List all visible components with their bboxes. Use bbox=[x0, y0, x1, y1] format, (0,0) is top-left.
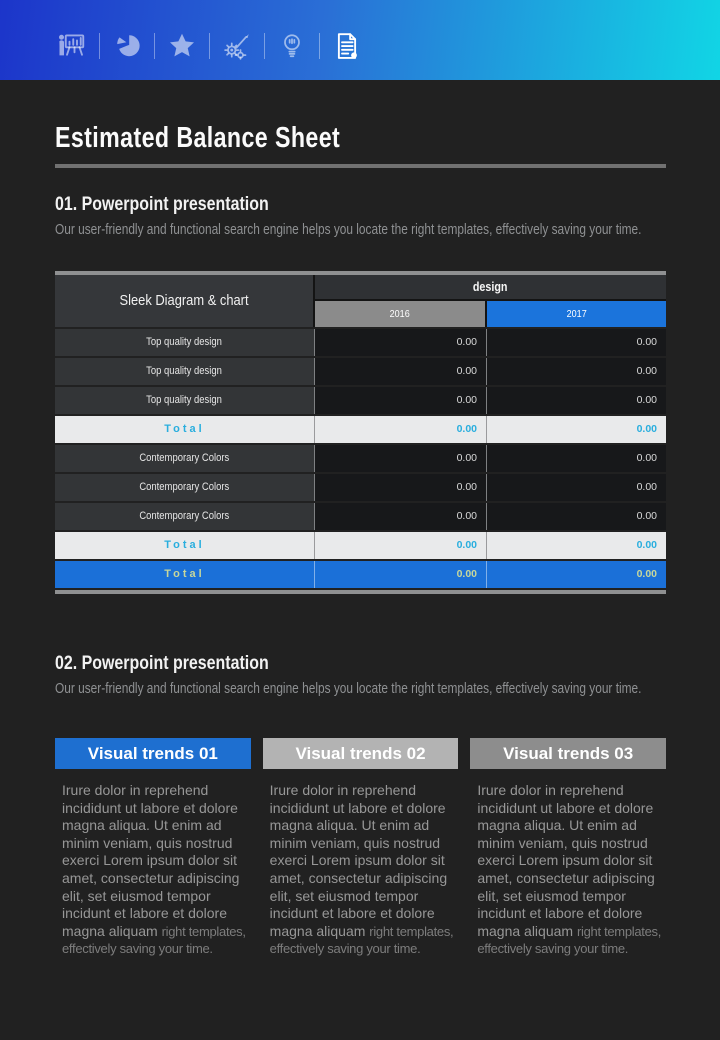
icon-separator bbox=[264, 33, 265, 59]
row-label: Contemporary Colors bbox=[139, 481, 230, 493]
page-title: Estimated Balance Sheet bbox=[55, 122, 341, 154]
card-03-header: Visual trends 03 bbox=[470, 738, 666, 769]
col-2017-label: 2017 bbox=[566, 307, 587, 320]
pie-chart-icon[interactable] bbox=[110, 33, 144, 60]
section-02 bbox=[55, 653, 666, 699]
row-value-2017: 0.00 bbox=[487, 358, 666, 385]
section-01-paragraph: Our user-friendly and functional search engine helps you locate the right templates, effectively saving your time. bbox=[55, 222, 642, 238]
icon-separator bbox=[209, 33, 210, 59]
row-value-2016: 0.00 bbox=[315, 503, 487, 530]
table-bottom-border bbox=[55, 590, 666, 594]
card-02-header: Visual trends 02 bbox=[263, 738, 459, 769]
row-value-2017: 0.00 bbox=[487, 503, 666, 530]
presentation-icon[interactable] bbox=[55, 31, 89, 61]
table-row bbox=[55, 358, 666, 385]
row-value-2016: 0.00 bbox=[315, 329, 487, 356]
total-label: Total bbox=[55, 416, 315, 443]
row-value-2016: 0.00 bbox=[315, 387, 487, 414]
row-label: Contemporary Colors bbox=[139, 452, 230, 464]
card-01-body-text: Irure dolor in reprehend incididunt ut labore et dolore magna aliqua. Ut enim ad minim veniam, quis nostrud exerci Lorem ipsum dolor sit amet, consectetur adipiscing elit, set eiusmod tempor incidunt et labore et dolore magna aliquam bbox=[62, 782, 240, 939]
table-col-2016 bbox=[315, 301, 487, 327]
icon-strip bbox=[55, 31, 364, 61]
total-value-2017: 0.00 bbox=[487, 532, 666, 559]
row-value-2017: 0.00 bbox=[487, 387, 666, 414]
icon-separator bbox=[154, 33, 155, 59]
table-row bbox=[55, 329, 666, 356]
icon-separator bbox=[99, 33, 100, 59]
card-03-tail-text: right templates, effectively saving your time. bbox=[477, 923, 662, 957]
row-label: Top quality design bbox=[146, 394, 223, 406]
document-icon[interactable] bbox=[330, 31, 364, 61]
table-grand-total-row bbox=[55, 561, 666, 588]
table-total-row bbox=[55, 532, 666, 559]
total-value-2017: 0.00 bbox=[487, 416, 666, 443]
top-banner bbox=[0, 0, 720, 80]
card-01-tail-text: right templates, effectively saving your time. bbox=[62, 923, 246, 957]
row-label: Top quality design bbox=[146, 336, 223, 348]
table-group-label: design bbox=[473, 279, 508, 294]
row-value-2016: 0.00 bbox=[315, 358, 487, 385]
tools-icon[interactable] bbox=[220, 32, 254, 60]
table-row bbox=[55, 503, 666, 530]
grand-total-label: Total bbox=[55, 561, 315, 588]
balance-sheet-table bbox=[55, 271, 666, 594]
table-corner-cell bbox=[55, 275, 315, 327]
card-02-body-text: Irure dolor in reprehend incididunt ut labore et dolore magna aliqua. Ut enim ad minim veniam, quis nostrud exerci Lorem ipsum dolor sit amet, consectetur adipiscing elit, set eiusmod tempor incidunt et labore et dolore magna aliquam bbox=[269, 782, 448, 939]
section-01-heading: 01. Powerpoint presentation bbox=[55, 194, 269, 215]
row-value-2016: 0.00 bbox=[315, 445, 487, 472]
row-value-2016: 0.00 bbox=[315, 474, 487, 501]
table-group-header bbox=[315, 275, 666, 301]
card-03-body-text: Irure dolor in reprehend incididunt ut labore et dolore magna aliqua. Ut enim ad minim veniam, quis nostrud exerci Lorem ipsum dolor sit amet, consectetur adipiscing elit, set eiusmod tempor incidunt et labore et dolore magna aliquam bbox=[477, 782, 655, 939]
table-row bbox=[55, 387, 666, 414]
total-label: Total bbox=[55, 532, 315, 559]
total-value-2016: 0.00 bbox=[315, 532, 487, 559]
lightbulb-icon[interactable] bbox=[275, 32, 309, 60]
visual-trends-cards bbox=[55, 738, 666, 958]
card-01-header: Visual trends 01 bbox=[55, 738, 251, 769]
visual-trends-card-03 bbox=[470, 738, 666, 958]
table-corner-label: Sleek Diagram & chart bbox=[119, 292, 249, 309]
table-total-row bbox=[55, 416, 666, 443]
total-value-2016: 0.00 bbox=[315, 416, 487, 443]
star-icon[interactable] bbox=[165, 31, 199, 61]
title-underline bbox=[55, 164, 666, 168]
row-value-2017: 0.00 bbox=[487, 329, 666, 356]
col-2016-label: 2016 bbox=[389, 307, 411, 320]
card-02-body bbox=[263, 782, 459, 958]
grand-total-value-2017: 0.00 bbox=[487, 561, 666, 588]
row-value-2017: 0.00 bbox=[487, 445, 666, 472]
grand-total-value-2016: 0.00 bbox=[315, 561, 487, 588]
visual-trends-card-02 bbox=[263, 738, 459, 958]
table-row bbox=[55, 474, 666, 501]
section-02-paragraph: Our user-friendly and functional search engine helps you locate the right templates, effectively saving your time. bbox=[55, 680, 642, 697]
row-label: Contemporary Colors bbox=[139, 510, 230, 522]
section-02-heading: 02. Powerpoint presentation bbox=[55, 652, 269, 674]
card-01-body bbox=[55, 782, 251, 958]
table-row bbox=[55, 445, 666, 472]
card-02-tail-text: right templates, effectively saving your time. bbox=[269, 923, 454, 957]
visual-trends-card-01 bbox=[55, 738, 251, 958]
table-col-2017 bbox=[487, 301, 666, 327]
icon-separator bbox=[319, 33, 320, 59]
table-header bbox=[55, 275, 666, 327]
row-label: Top quality design bbox=[146, 365, 223, 377]
row-value-2017: 0.00 bbox=[487, 474, 666, 501]
card-03-body bbox=[470, 782, 666, 958]
section-01 bbox=[55, 194, 666, 240]
